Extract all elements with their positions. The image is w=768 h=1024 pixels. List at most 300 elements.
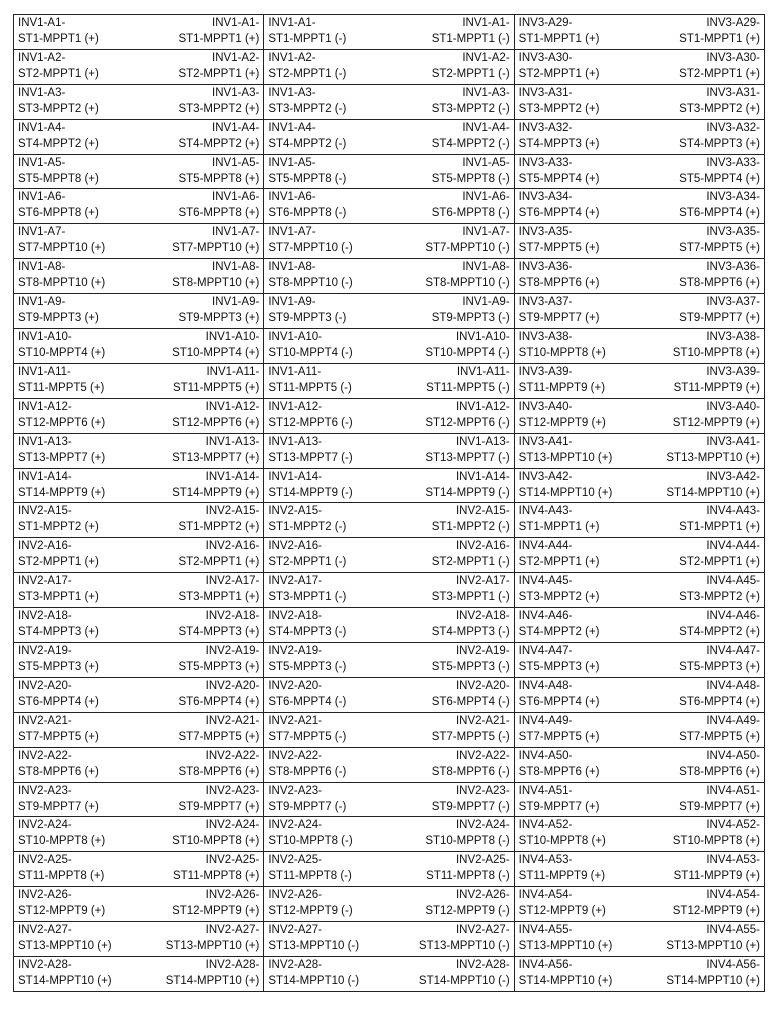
label-cell — [514, 747, 764, 782]
label-left-line1: INV2-A19- — [268, 645, 323, 658]
label-left-line1: INV2-A21- — [268, 714, 323, 727]
label-cell — [14, 329, 264, 364]
label-cell — [14, 294, 264, 329]
label-cell — [514, 887, 764, 922]
label-right-line1: INV3-A34- — [706, 191, 760, 204]
label-cell-content — [14, 817, 263, 851]
label-cell-content — [264, 399, 513, 433]
label-left-line1: INV2-A16- — [18, 540, 72, 553]
label-left-line1: INV4-A54- — [518, 889, 573, 902]
label-row — [14, 49, 765, 84]
label-left-line2: ST14-MPPT10 (+) — [518, 975, 613, 988]
label-cell — [14, 119, 264, 154]
label-right-line1: INV2-A18- — [455, 610, 510, 623]
label-cell — [14, 398, 264, 433]
label-cell — [514, 119, 764, 154]
label-left-line2: ST3-MPPT2 (+) — [18, 102, 99, 115]
label-cell — [14, 608, 264, 643]
label-cell-content — [264, 608, 513, 642]
label-right-line1: INV1-A5- — [462, 156, 510, 169]
label-cell — [14, 189, 264, 224]
label-left-line2: ST5-MPPT3 (+) — [518, 661, 600, 674]
label-cell-content — [14, 259, 263, 293]
label-left-line1: INV4-A45- — [518, 575, 573, 588]
label-left-line2: ST13-MPPT7 (+) — [18, 451, 106, 464]
label-cell — [264, 782, 514, 817]
label-row — [14, 782, 765, 817]
label-right-line1: INV1-A9- — [462, 296, 510, 309]
label-right-line2: ST13-MPPT10 (-) — [418, 940, 510, 953]
label-right-line1: INV1-A4- — [462, 121, 510, 134]
label-left-line1: INV3-A41- — [518, 435, 573, 448]
label-right-line2: ST11-MPPT5 (-) — [426, 381, 510, 394]
label-right-line2: ST5-MPPT3 (-) — [431, 661, 510, 674]
label-right-line2: ST11-MPPT9 (+) — [673, 381, 760, 394]
label-cell-content — [264, 573, 513, 607]
label-left-line1: INV2-A22- — [268, 749, 323, 762]
label-left-line1: INV3-A36- — [518, 261, 573, 274]
label-left-line2: ST5-MPPT8 (-) — [268, 172, 347, 185]
label-cell-content — [515, 748, 764, 782]
label-right-line1: INV1-A1- — [462, 17, 510, 29]
label-left-line2: ST8-MPPT10 (+) — [18, 277, 106, 290]
label-right-line1: INV1-A6- — [212, 191, 260, 204]
label-cell-content — [264, 643, 513, 677]
label-cell — [14, 643, 264, 678]
label-row — [14, 259, 765, 294]
label-right-line1: INV2-A16- — [205, 540, 260, 553]
label-cell-content — [264, 503, 513, 537]
label-right-line2: ST7-MPPT10 (+) — [172, 242, 260, 255]
label-right-line2: ST9-MPPT7 (+) — [679, 312, 760, 325]
label-left-line2: ST6-MPPT4 (+) — [518, 695, 600, 708]
label-left-line2: ST2-MPPT1 (+) — [518, 556, 600, 569]
label-right-line1: INV4-A56- — [706, 959, 760, 972]
label-cell-content — [515, 259, 764, 293]
label-right-line1: INV1-A6- — [462, 191, 510, 204]
label-left-line2: ST3-MPPT1 (-) — [268, 591, 347, 604]
label-right-line2: ST4-MPPT2 (-) — [431, 137, 510, 150]
label-cell-content — [14, 15, 263, 49]
label-left-line2: ST13-MPPT10 (+) — [18, 940, 112, 953]
label-right-line2: ST12-MPPT6 (+) — [172, 416, 260, 429]
label-cell — [264, 224, 514, 259]
label-left-line1: INV2-A21- — [18, 714, 72, 727]
label-left-line2: ST10-MPPT8 (-) — [268, 835, 353, 848]
label-cell-content — [515, 329, 764, 363]
label-cell — [514, 922, 764, 957]
label-cell — [14, 224, 264, 259]
label-left-line1: INV1-A11- — [268, 365, 322, 378]
label-cell-content — [14, 573, 263, 607]
label-cell — [514, 224, 764, 259]
label-cell — [14, 573, 264, 608]
label-right-line2: ST7-MPPT10 (-) — [425, 242, 510, 255]
label-right-line2: ST1-MPPT1 (+) — [178, 33, 260, 45]
label-left-line2: ST6-MPPT4 (+) — [18, 695, 99, 708]
label-left-line1: INV1-A8- — [18, 261, 66, 274]
label-cell — [264, 189, 514, 224]
label-cell — [264, 677, 514, 712]
label-right-line2: ST9-MPPT3 (-) — [431, 312, 510, 325]
label-cell-content — [515, 852, 764, 886]
label-right-line1: INV2-A15- — [205, 505, 260, 518]
label-left-line2: ST9-MPPT3 (-) — [268, 312, 347, 325]
label-cell-content — [264, 50, 513, 84]
label-right-line2: ST12-MPPT9 (+) — [672, 905, 760, 918]
label-cell-content — [515, 922, 764, 956]
label-cell-content — [515, 224, 764, 258]
label-right-line2: ST8-MPPT6 (+) — [178, 765, 260, 778]
label-cell — [14, 433, 264, 468]
label-right-line1: INV1-A10- — [455, 331, 510, 344]
label-right-line2: ST1-MPPT2 (-) — [431, 521, 510, 534]
label-cell-content — [264, 748, 513, 782]
label-left-line1: INV1-A5- — [268, 156, 316, 169]
label-right-line2: ST5-MPPT3 (+) — [679, 661, 760, 674]
label-left-line2: ST11-MPPT8 (-) — [268, 870, 352, 883]
label-right-line1: INV1-A4- — [212, 121, 260, 134]
label-cell-content — [515, 434, 764, 468]
label-cell-content — [264, 294, 513, 328]
label-cell — [514, 84, 764, 119]
label-cell — [514, 677, 764, 712]
label-right-line2: ST13-MPPT7 (-) — [425, 451, 510, 464]
label-right-line2: ST2-MPPT1 (+) — [679, 67, 760, 80]
label-right-line2: ST3-MPPT1 (+) — [178, 591, 260, 604]
label-cell — [264, 922, 514, 957]
label-left-line1: INV1-A13- — [18, 435, 72, 448]
label-right-line1: INV1-A8- — [212, 261, 260, 274]
label-left-line1: INV4-A43- — [518, 505, 573, 518]
label-cell-content — [14, 503, 263, 537]
label-left-line2: ST3-MPPT2 (+) — [518, 102, 600, 115]
label-right-line2: ST10-MPPT8 (+) — [172, 835, 260, 848]
label-right-line1: INV2-A26- — [455, 889, 510, 902]
label-right-line2: ST5-MPPT8 (-) — [431, 172, 510, 185]
label-right-line1: INV2-A22- — [455, 749, 510, 762]
label-cell — [14, 922, 264, 957]
label-left-line2: ST12-MPPT9 (+) — [518, 905, 606, 918]
label-left-line2: ST6-MPPT4 (+) — [518, 207, 600, 220]
label-left-line1: INV1-A6- — [18, 191, 66, 204]
label-cell-content — [264, 922, 513, 956]
label-left-line2: ST10-MPPT8 (+) — [18, 835, 106, 848]
label-cell-content — [515, 469, 764, 503]
label-cell — [514, 643, 764, 678]
label-left-line2: ST11-MPPT8 (+) — [18, 870, 105, 883]
label-cell — [514, 957, 764, 992]
label-right-line2: ST6-MPPT4 (+) — [178, 695, 260, 708]
label-row — [14, 433, 765, 468]
label-left-line2: ST2-MPPT1 (+) — [18, 67, 99, 80]
label-cell-content — [14, 713, 263, 747]
label-right-line2: ST6-MPPT8 (-) — [431, 207, 510, 220]
label-cell — [264, 259, 514, 294]
label-left-line2: ST14-MPPT9 (+) — [18, 486, 106, 499]
label-right-line1: INV4-A49- — [706, 714, 760, 727]
label-right-line1: INV1-A11- — [206, 365, 260, 378]
label-cell-content — [264, 85, 513, 119]
label-right-line1: INV3-A32- — [706, 121, 760, 134]
label-cell — [264, 49, 514, 84]
label-left-line1: INV1-A3- — [268, 86, 316, 99]
label-right-line2: ST13-MPPT10 (+) — [666, 451, 760, 464]
label-right-line1: INV2-A23- — [455, 784, 510, 797]
label-left-line1: INV1-A3- — [18, 86, 66, 99]
label-cell-content — [264, 887, 513, 921]
label-cell — [264, 852, 514, 887]
label-row — [14, 922, 765, 957]
label-cell-content — [264, 713, 513, 747]
label-right-line2: ST5-MPPT3 (+) — [178, 661, 260, 674]
label-left-line1: INV2-A22- — [18, 749, 72, 762]
label-left-line1: INV2-A19- — [18, 645, 72, 658]
label-cell — [514, 398, 764, 433]
label-cell-content — [515, 155, 764, 189]
label-row — [14, 119, 765, 154]
label-row — [14, 817, 765, 852]
label-row — [14, 643, 765, 678]
label-cell-content — [264, 364, 513, 398]
label-cell — [264, 817, 514, 852]
label-left-line2: ST1-MPPT1 (-) — [268, 33, 347, 45]
label-cell-content — [264, 224, 513, 258]
label-right-line1: INV2-A27- — [205, 924, 260, 937]
label-right-line2: ST9-MPPT7 (+) — [679, 800, 760, 813]
label-cell — [514, 294, 764, 329]
label-left-line2: ST5-MPPT3 (-) — [268, 661, 347, 674]
label-left-line1: INV1-A2- — [268, 51, 316, 64]
label-right-line2: ST14-MPPT10 (+) — [165, 975, 260, 988]
label-left-line2: ST3-MPPT1 (+) — [18, 591, 99, 604]
label-right-line2: ST14-MPPT10 (+) — [666, 975, 760, 988]
label-right-line1: INV1-A9- — [212, 296, 260, 309]
label-cell-content — [14, 608, 263, 642]
label-cell-content — [14, 748, 263, 782]
label-right-line2: ST8-MPPT6 (+) — [679, 277, 760, 290]
label-right-line2: ST8-MPPT10 (+) — [172, 277, 260, 290]
label-right-line1: INV3-A33- — [706, 156, 760, 169]
label-cell-content — [14, 329, 263, 363]
label-cell — [14, 363, 264, 398]
label-right-line2: ST9-MPPT3 (+) — [178, 312, 260, 325]
label-left-line1: INV1-A1- — [18, 17, 66, 29]
label-cell — [264, 608, 514, 643]
label-left-line2: ST5-MPPT3 (+) — [18, 661, 99, 674]
label-left-line2: ST4-MPPT2 (+) — [518, 626, 600, 639]
label-left-line1: INV2-A28- — [18, 959, 72, 972]
label-cell — [14, 468, 264, 503]
label-left-line1: INV4-A50- — [518, 749, 573, 762]
label-right-line2: ST3-MPPT2 (+) — [178, 102, 260, 115]
label-right-line1: INV1-A12- — [205, 400, 260, 413]
label-left-line1: INV1-A12- — [268, 400, 323, 413]
label-right-line2: ST5-MPPT4 (+) — [679, 172, 760, 185]
label-left-line2: ST10-MPPT4 (+) — [18, 347, 106, 360]
label-row — [14, 573, 765, 608]
label-left-line2: ST2-MPPT1 (+) — [18, 556, 99, 569]
label-row — [14, 15, 765, 50]
label-left-line1: INV2-A26- — [268, 889, 323, 902]
label-cell-content — [515, 189, 764, 223]
label-row — [14, 363, 765, 398]
label-cell-content — [264, 15, 513, 49]
label-right-line1: INV1-A3- — [212, 86, 260, 99]
label-right-line1: INV1-A5- — [212, 156, 260, 169]
label-sheet-body — [14, 15, 765, 992]
label-row — [14, 887, 765, 922]
label-right-line2: ST10-MPPT4 (+) — [172, 347, 260, 360]
label-left-line1: INV4-A46- — [518, 610, 573, 623]
label-cell-content — [515, 399, 764, 433]
label-row — [14, 852, 765, 887]
label-right-line2: ST4-MPPT2 (+) — [679, 626, 760, 639]
label-right-line1: INV2-A25- — [205, 854, 260, 867]
label-right-line1: INV3-A37- — [706, 296, 760, 309]
label-right-line2: ST3-MPPT2 (-) — [431, 102, 510, 115]
label-left-line1: INV1-A12- — [18, 400, 72, 413]
label-cell-content — [14, 50, 263, 84]
label-sheet-table — [13, 14, 765, 992]
label-cell — [514, 189, 764, 224]
label-cell-content — [14, 957, 263, 991]
label-left-line2: ST9-MPPT7 (+) — [518, 312, 600, 325]
label-cell — [264, 363, 514, 398]
label-left-line2: ST12-MPPT6 (+) — [18, 416, 106, 429]
label-right-line1: INV3-A40- — [706, 400, 760, 413]
label-cell-content — [515, 120, 764, 154]
label-right-line1: INV1-A7- — [462, 226, 510, 239]
label-left-line2: ST9-MPPT3 (+) — [18, 312, 99, 325]
label-left-line1: INV1-A5- — [18, 156, 66, 169]
label-right-line2: ST6-MPPT4 (+) — [679, 695, 760, 708]
label-left-line2: ST5-MPPT8 (+) — [18, 172, 99, 185]
label-right-line1: INV3-A35- — [706, 226, 760, 239]
label-left-line1: INV4-A51- — [518, 784, 573, 797]
label-cell — [264, 538, 514, 573]
label-cell — [264, 573, 514, 608]
label-cell-content — [264, 957, 513, 991]
label-cell-content — [515, 85, 764, 119]
label-cell — [514, 363, 764, 398]
label-left-line2: ST9-MPPT7 (-) — [268, 800, 347, 813]
label-cell-content — [14, 469, 263, 503]
label-right-line1: INV2-A27- — [455, 924, 510, 937]
label-left-line2: ST8-MPPT6 (+) — [18, 765, 99, 778]
label-cell-content — [14, 434, 263, 468]
label-left-line2: ST1-MPPT2 (-) — [268, 521, 347, 534]
label-cell-content — [14, 120, 263, 154]
label-cell — [14, 15, 264, 50]
label-left-line1: INV4-A48- — [518, 679, 573, 692]
label-cell-content — [14, 643, 263, 677]
label-cell — [514, 503, 764, 538]
label-row — [14, 712, 765, 747]
label-cell-content — [14, 364, 263, 398]
label-right-line1: INV2-A18- — [205, 610, 260, 623]
label-right-line2: ST6-MPPT4 (-) — [431, 695, 510, 708]
label-left-line1: INV1-A4- — [18, 121, 66, 134]
label-right-line2: ST13-MPPT10 (+) — [666, 940, 760, 953]
label-right-line1: INV1-A1- — [212, 17, 260, 29]
label-cell-content — [14, 399, 263, 433]
label-left-line1: INV4-A44- — [518, 540, 573, 553]
label-left-line2: ST11-MPPT9 (+) — [518, 381, 606, 394]
label-left-line1: INV1-A14- — [268, 470, 323, 483]
label-cell — [14, 747, 264, 782]
label-right-line2: ST10-MPPT8 (-) — [425, 835, 510, 848]
label-right-line1: INV4-A54- — [706, 889, 760, 902]
label-cell-content — [515, 503, 764, 537]
label-left-line2: ST13-MPPT10 (-) — [268, 940, 360, 953]
label-right-line1: INV3-A42- — [706, 470, 760, 483]
label-cell — [14, 957, 264, 992]
label-row — [14, 468, 765, 503]
label-right-line2: ST8-MPPT10 (-) — [425, 277, 510, 290]
label-right-line1: INV1-A8- — [462, 261, 510, 274]
label-cell — [264, 329, 514, 364]
label-cell-content — [14, 852, 263, 886]
label-cell-content — [264, 120, 513, 154]
label-left-line2: ST7-MPPT10 (-) — [268, 242, 353, 255]
label-right-line1: INV2-A17- — [455, 575, 510, 588]
label-cell-content — [515, 783, 764, 817]
label-cell — [264, 433, 514, 468]
label-right-line1: INV1-A2- — [462, 51, 510, 64]
label-left-line2: ST1-MPPT1 (+) — [518, 33, 600, 45]
label-cell-content — [264, 469, 513, 503]
label-left-line2: ST2-MPPT1 (+) — [518, 67, 600, 80]
label-right-line1: INV2-A17- — [205, 575, 260, 588]
label-cell-content — [515, 15, 764, 49]
label-cell — [264, 294, 514, 329]
label-left-line1: INV4-A53- — [518, 854, 573, 867]
label-cell-content — [264, 189, 513, 223]
label-left-line2: ST7-MPPT5 (+) — [518, 730, 600, 743]
label-left-line1: INV1-A9- — [268, 296, 316, 309]
label-right-line1: INV1-A13- — [455, 435, 510, 448]
label-right-line2: ST14-MPPT10 (+) — [666, 486, 760, 499]
label-left-line2: ST8-MPPT6 (-) — [268, 765, 347, 778]
label-right-line2: ST4-MPPT3 (+) — [178, 626, 260, 639]
label-cell-content — [14, 85, 263, 119]
label-left-line1: INV4-A47- — [518, 645, 573, 658]
label-left-line2: ST13-MPPT10 (+) — [518, 940, 613, 953]
label-right-line2: ST8-MPPT6 (-) — [431, 765, 510, 778]
label-right-line1: INV4-A43- — [706, 505, 760, 518]
label-left-line2: ST1-MPPT2 (+) — [18, 521, 99, 534]
label-cell-content — [264, 259, 513, 293]
label-left-line1: INV4-A52- — [518, 819, 573, 832]
label-cell-content — [264, 329, 513, 363]
label-left-line2: ST7-MPPT5 (+) — [18, 730, 99, 743]
label-right-line2: ST3-MPPT2 (+) — [679, 102, 760, 115]
label-right-line1: INV1-A12- — [455, 400, 510, 413]
label-left-line2: ST4-MPPT3 (+) — [518, 137, 600, 150]
label-right-line1: INV1-A14- — [455, 470, 510, 483]
label-left-line1: INV2-A25- — [18, 854, 72, 867]
label-cell-content — [515, 50, 764, 84]
label-right-line1: INV4-A51- — [706, 784, 760, 797]
label-right-line1: INV1-A14- — [205, 470, 260, 483]
label-left-line1: INV3-A29- — [518, 17, 573, 29]
label-left-line1: INV2-A20- — [18, 679, 72, 692]
label-row — [14, 398, 765, 433]
label-left-line1: INV2-A23- — [18, 784, 72, 797]
label-row — [14, 84, 765, 119]
label-cell-content — [515, 957, 764, 991]
